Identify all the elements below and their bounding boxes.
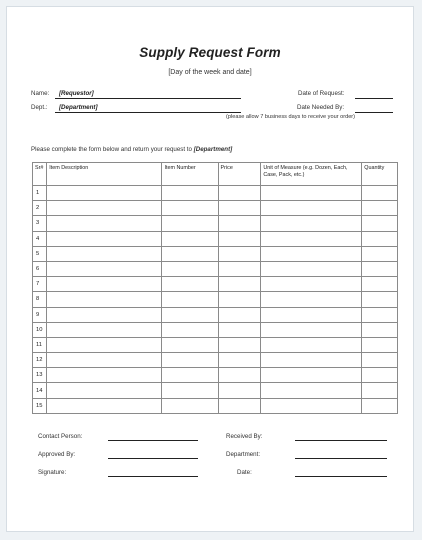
business-days-note: (please allow 7 business days to receive your order) bbox=[226, 114, 356, 120]
supply-items-table bbox=[32, 162, 398, 414]
item-number-cell[interactable] bbox=[162, 292, 218, 307]
table-row bbox=[33, 277, 398, 292]
item-number-cell[interactable] bbox=[162, 383, 218, 398]
unit-of-measure-cell[interactable] bbox=[261, 383, 362, 398]
quantity-cell[interactable] bbox=[362, 398, 398, 413]
table-row bbox=[33, 216, 398, 231]
approved-by-line[interactable] bbox=[108, 458, 198, 459]
instructions-department: [Department] bbox=[193, 146, 233, 153]
row-number: 3 bbox=[33, 216, 47, 231]
table-row bbox=[33, 337, 398, 352]
table-row bbox=[33, 322, 398, 337]
col-header-sr: Sr# bbox=[33, 163, 47, 186]
row-number: 10 bbox=[33, 322, 47, 337]
price-cell[interactable] bbox=[218, 383, 261, 398]
col-header-item-number: Item Number bbox=[162, 163, 218, 186]
quantity-cell[interactable] bbox=[362, 231, 398, 246]
item-description-cell[interactable] bbox=[47, 277, 162, 292]
row-number: 7 bbox=[33, 277, 47, 292]
price-cell[interactable] bbox=[218, 292, 261, 307]
item-description-cell[interactable] bbox=[47, 383, 162, 398]
date-of-request-label: Date of Request: bbox=[298, 90, 345, 97]
unit-of-measure-cell[interactable] bbox=[261, 201, 362, 216]
table-row bbox=[33, 383, 398, 398]
col-header-quantity: Quantity bbox=[362, 163, 398, 186]
quantity-cell[interactable] bbox=[362, 353, 398, 368]
price-cell[interactable] bbox=[218, 277, 261, 292]
item-number-cell[interactable] bbox=[162, 231, 218, 246]
table-row bbox=[33, 231, 398, 246]
form-title: Supply Request Form bbox=[139, 45, 281, 60]
item-description-cell[interactable] bbox=[47, 186, 162, 201]
row-number: 8 bbox=[33, 292, 47, 307]
item-number-cell[interactable] bbox=[162, 261, 218, 276]
unit-of-measure-cell[interactable] bbox=[261, 216, 362, 231]
row-number: 14 bbox=[33, 383, 47, 398]
form-page bbox=[6, 6, 414, 532]
price-cell[interactable] bbox=[218, 231, 261, 246]
quantity-cell[interactable] bbox=[362, 277, 398, 292]
unit-of-measure-cell[interactable] bbox=[261, 322, 362, 337]
item-number-cell[interactable] bbox=[162, 368, 218, 383]
price-cell[interactable] bbox=[218, 261, 261, 276]
item-number-cell[interactable] bbox=[162, 277, 218, 292]
price-cell[interactable] bbox=[218, 368, 261, 383]
quantity-cell[interactable] bbox=[362, 368, 398, 383]
quantity-cell[interactable] bbox=[362, 186, 398, 201]
price-cell[interactable] bbox=[218, 398, 261, 413]
row-number: 13 bbox=[33, 368, 47, 383]
date-label: Date: bbox=[237, 469, 252, 476]
row-number: 5 bbox=[33, 246, 47, 261]
item-description-cell[interactable] bbox=[47, 307, 162, 322]
signature-label: Signature: bbox=[38, 469, 67, 476]
unit-of-measure-cell[interactable] bbox=[261, 353, 362, 368]
quantity-cell[interactable] bbox=[362, 216, 398, 231]
date-of-request-line[interactable] bbox=[355, 98, 393, 99]
item-number-cell[interactable] bbox=[162, 216, 218, 231]
date-line[interactable] bbox=[295, 476, 387, 477]
unit-of-measure-cell[interactable] bbox=[261, 277, 362, 292]
dept-label: Dept.: bbox=[31, 104, 48, 111]
item-description-cell[interactable] bbox=[47, 353, 162, 368]
item-description-cell[interactable] bbox=[47, 292, 162, 307]
instructions-text bbox=[31, 146, 232, 153]
price-cell[interactable] bbox=[218, 186, 261, 201]
price-cell[interactable] bbox=[218, 216, 261, 231]
quantity-cell[interactable] bbox=[362, 337, 398, 352]
table-row bbox=[33, 186, 398, 201]
table-row bbox=[33, 307, 398, 322]
item-description-cell[interactable] bbox=[47, 337, 162, 352]
item-number-cell[interactable] bbox=[162, 186, 218, 201]
unit-of-measure-cell[interactable] bbox=[261, 337, 362, 352]
table-row bbox=[33, 353, 398, 368]
received-by-line[interactable] bbox=[295, 440, 387, 441]
signature-line[interactable] bbox=[108, 476, 198, 477]
contact-person-label: Contact Person: bbox=[38, 433, 83, 440]
approved-by-label: Approved By: bbox=[38, 451, 76, 458]
quantity-cell[interactable] bbox=[362, 307, 398, 322]
price-cell[interactable] bbox=[218, 201, 261, 216]
row-number: 6 bbox=[33, 261, 47, 276]
item-number-cell[interactable] bbox=[162, 398, 218, 413]
table-row bbox=[33, 368, 398, 383]
quantity-cell[interactable] bbox=[362, 246, 398, 261]
name-label: Name: bbox=[31, 90, 50, 97]
item-description-cell[interactable] bbox=[47, 231, 162, 246]
quantity-cell[interactable] bbox=[362, 292, 398, 307]
requestor-value: [Requestor] bbox=[59, 90, 94, 97]
row-number: 1 bbox=[33, 186, 47, 201]
quantity-cell[interactable] bbox=[362, 322, 398, 337]
table-row bbox=[33, 261, 398, 276]
name-field-line[interactable] bbox=[55, 98, 241, 99]
department-label: Department: bbox=[226, 451, 261, 458]
col-header-unit-of-measure: Unit of Measure (e.g. Dozen, Each, Case, Pack, etc.) bbox=[261, 163, 362, 186]
item-description-cell[interactable] bbox=[47, 261, 162, 276]
table-row bbox=[33, 398, 398, 413]
department-value: [Department] bbox=[59, 104, 98, 111]
item-number-cell[interactable] bbox=[162, 246, 218, 261]
price-cell[interactable] bbox=[218, 337, 261, 352]
item-number-cell[interactable] bbox=[162, 201, 218, 216]
item-description-cell[interactable] bbox=[47, 201, 162, 216]
table-row bbox=[33, 246, 398, 261]
item-description-cell[interactable] bbox=[47, 398, 162, 413]
price-cell[interactable] bbox=[218, 246, 261, 261]
col-header-item-description: Item Description bbox=[47, 163, 162, 186]
form-subtitle-date: [Day of the week and date] bbox=[168, 69, 252, 76]
item-number-cell[interactable] bbox=[162, 337, 218, 352]
price-cell[interactable] bbox=[218, 307, 261, 322]
instructions-lead: Please complete the form below and return your request to bbox=[31, 146, 194, 153]
unit-of-measure-cell[interactable] bbox=[261, 368, 362, 383]
table-header-row bbox=[33, 163, 398, 186]
unit-of-measure-cell[interactable] bbox=[261, 292, 362, 307]
unit-of-measure-cell[interactable] bbox=[261, 246, 362, 261]
item-description-cell[interactable] bbox=[47, 246, 162, 261]
unit-of-measure-cell[interactable] bbox=[261, 261, 362, 276]
unit-of-measure-cell[interactable] bbox=[261, 307, 362, 322]
item-description-cell[interactable] bbox=[47, 368, 162, 383]
quantity-cell[interactable] bbox=[362, 261, 398, 276]
quantity-cell[interactable] bbox=[362, 201, 398, 216]
item-description-cell[interactable] bbox=[47, 322, 162, 337]
quantity-cell[interactable] bbox=[362, 383, 398, 398]
item-number-cell[interactable] bbox=[162, 307, 218, 322]
price-cell[interactable] bbox=[218, 322, 261, 337]
row-number: 11 bbox=[33, 337, 47, 352]
department-line[interactable] bbox=[295, 458, 387, 459]
unit-of-measure-cell[interactable] bbox=[261, 186, 362, 201]
price-cell[interactable] bbox=[218, 353, 261, 368]
row-number: 9 bbox=[33, 307, 47, 322]
unit-of-measure-cell[interactable] bbox=[261, 398, 362, 413]
item-description-cell[interactable] bbox=[47, 216, 162, 231]
item-number-cell[interactable] bbox=[162, 322, 218, 337]
table-row bbox=[33, 201, 398, 216]
row-number: 12 bbox=[33, 353, 47, 368]
dept-field-line[interactable] bbox=[55, 112, 241, 113]
row-number: 2 bbox=[33, 201, 47, 216]
item-number-cell[interactable] bbox=[162, 353, 218, 368]
table-row bbox=[33, 292, 398, 307]
received-by-label: Received By: bbox=[226, 433, 263, 440]
contact-person-line[interactable] bbox=[108, 440, 198, 441]
unit-of-measure-cell[interactable] bbox=[261, 231, 362, 246]
date-needed-label: Date Needed By: bbox=[297, 104, 345, 111]
row-number: 15 bbox=[33, 398, 47, 413]
col-header-price: Price bbox=[218, 163, 261, 186]
date-needed-line[interactable] bbox=[355, 112, 393, 113]
row-number: 4 bbox=[33, 231, 47, 246]
